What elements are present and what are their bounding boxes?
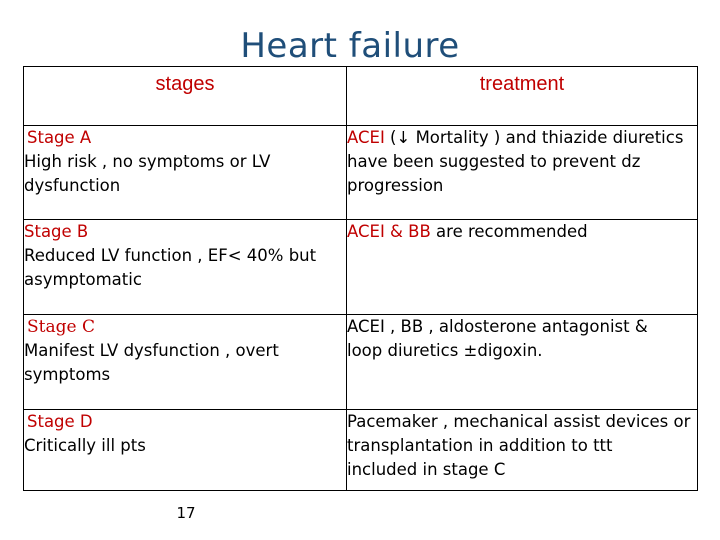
table-row (24, 126, 698, 220)
stage-description: Manifest LV dysfunction , overt symptoms (24, 341, 279, 384)
stage-label: Stage D (27, 412, 93, 431)
table-row (24, 220, 698, 315)
stage-cell (24, 126, 347, 220)
treatment-cell (347, 126, 698, 220)
stage-description: Critically ill pts (24, 436, 146, 455)
stage-description: High risk , no symptoms or LV dysfunction (24, 152, 271, 195)
table-row (24, 410, 698, 491)
stage-description: Reduced LV function , EF< 40% but asymptomatic (24, 246, 317, 289)
treatment-cell (347, 315, 698, 410)
header-treatment (347, 67, 698, 126)
treatment-lead: ACEI (347, 128, 385, 147)
header-stages-label: stages (155, 73, 215, 95)
stage-cell (24, 315, 347, 410)
table-row (24, 315, 698, 410)
header-stages (24, 67, 347, 126)
header-treatment-label: treatment (479, 73, 565, 95)
heart-failure-table (23, 66, 698, 491)
treatment-text: ACEI , BB , aldosterone antagonist & loop diuretics ±digoxin. (347, 317, 648, 360)
treatment-text: Pacemaker , mechanical assist devices or transplantation in addition to ttt included in stage C (347, 412, 691, 479)
stage-label: Stage A (27, 128, 92, 147)
treatment-cell (347, 410, 698, 491)
stage-cell (24, 410, 347, 491)
table-header-row (24, 67, 698, 126)
treatment-lead: ACEI & BB (347, 222, 431, 241)
stage-label: Stage B (24, 222, 89, 241)
stage-label: Stage C (27, 317, 95, 337)
slide-title: Heart failure (240, 26, 460, 66)
treatment-text: (↓ Mortality ) and thiazide diuretics have been suggested to prevent dz progression (347, 128, 684, 195)
treatment-text: are recommended (430, 222, 588, 241)
page-number: 17 (176, 504, 196, 522)
stage-cell (24, 220, 347, 315)
treatment-cell (347, 220, 698, 315)
